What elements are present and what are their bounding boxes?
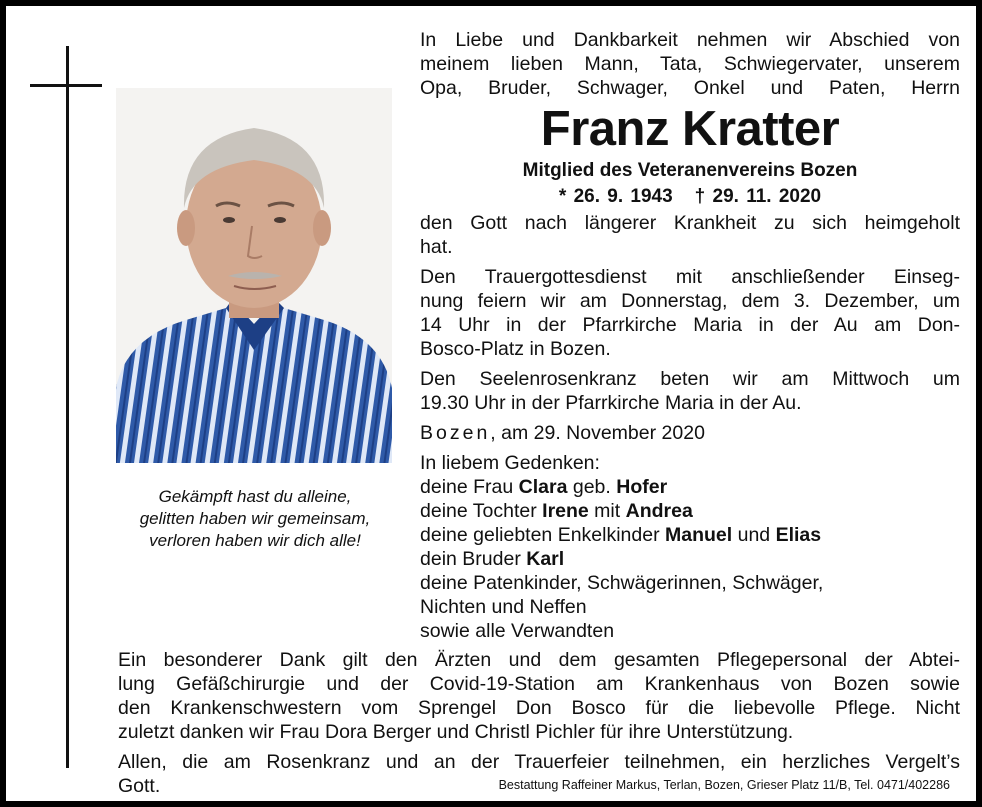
cross-horizontal-bar <box>30 84 102 87</box>
announcement-column <box>420 28 960 643</box>
cross-vertical-bar <box>66 46 69 768</box>
notice-date: , am 29. November 2020 <box>490 422 705 444</box>
mourner-relatives: sowie alle Verwandten <box>420 620 615 642</box>
death-line: hat. <box>420 236 453 258</box>
funeral-home-footer: Bestattung Raffeiner Markus, Terlan, Bozen, Grieser Platz 11/B, Tel. 0471/402286 <box>498 778 950 792</box>
mourner-wife: deine Frau Clara geb. Hofer <box>420 476 668 498</box>
mourner-daughter: deine Tochter Irene mit Andrea <box>420 500 693 522</box>
deceased-name: Franz Kratter <box>540 102 840 156</box>
memorial-quote <box>110 486 400 552</box>
mourner-nieces: Nichten und Neffen <box>420 596 587 618</box>
death-line: den Gott nach längerer Krankheit zu sich heimgeholt <box>420 212 960 234</box>
funeral-line: Bosco-Platz in Bozen. <box>420 338 611 360</box>
death-date: † 29. 11. 2020 <box>694 186 822 207</box>
place-date-line <box>420 421 960 445</box>
funeral-line: 14 Uhr in der Pfarrkirche Maria in der Au am Don- <box>420 314 960 336</box>
mourner-brother: dein Bruder Karl <box>420 548 565 570</box>
thanks-line: den Krankenschwestern vom Sprengel Don Bosco für die liebevolle Pflege. Nicht <box>118 697 960 719</box>
mourner-grandchildren: deine geliebten Enkelkinder Manuel und Elias <box>420 524 822 546</box>
thanks-line: lung Gefäßchirurgie und der Covid-19-Station am Krankenhaus von Bozen sowie <box>118 673 960 695</box>
closing-line: Gott. <box>118 775 161 797</box>
intro-line: In Liebe und Dankbarkeit nehmen wir Abschied von <box>420 29 960 51</box>
life-dates <box>420 183 960 211</box>
funeral-line: Den Trauergottesdienst mit anschließender Einseg- <box>420 266 960 288</box>
quote-line: gelitten haben wir gemeinsam, <box>139 509 371 528</box>
intro-line: Opa, Bruder, Schwager, Onkel und Paten, Herrn <box>420 77 960 99</box>
quote-line: Gekämpft hast du alleine, <box>158 487 352 506</box>
portrait-photo <box>116 88 392 463</box>
thanks-line: Ein besonderer Dank gilt den Ärzten und dem gesamten Pflegepersonal der Abtei- <box>118 649 960 671</box>
funeral-line: nung feiern wir am Donnerstag, dem 3. Dezember, um <box>420 290 960 312</box>
memory-heading: In liebem Gedenken: <box>420 452 600 474</box>
birth-date: * 26. 9. 1943 <box>558 186 673 207</box>
closing-line: Allen, die am Rosenkranz und an der Trauerfeier teilnehmen, ein herzliches Vergelt’s <box>118 751 960 773</box>
rosary-line: 19.30 Uhr in der Pfarrkirche Maria in der Au. <box>420 392 802 414</box>
membership-line: Mitglied des Veteranenvereins Bozen <box>522 160 858 181</box>
quote-line: verloren haben wir dich alle! <box>149 531 361 550</box>
rosary-line: Den Seelenrosenkranz beten wir am Mittwoch um <box>420 368 960 390</box>
intro-line: meinem lieben Mann, Tata, Schwiegervater, unserem <box>420 53 960 75</box>
mourner-godchildren: deine Patenkinder, Schwägerinnen, Schwäger, <box>420 572 824 594</box>
place-name: Bozen <box>420 422 491 444</box>
thanks-line: zuletzt danken wir Frau Dora Berger und Christl Pichler für ihre Unterstützung. <box>118 721 794 743</box>
